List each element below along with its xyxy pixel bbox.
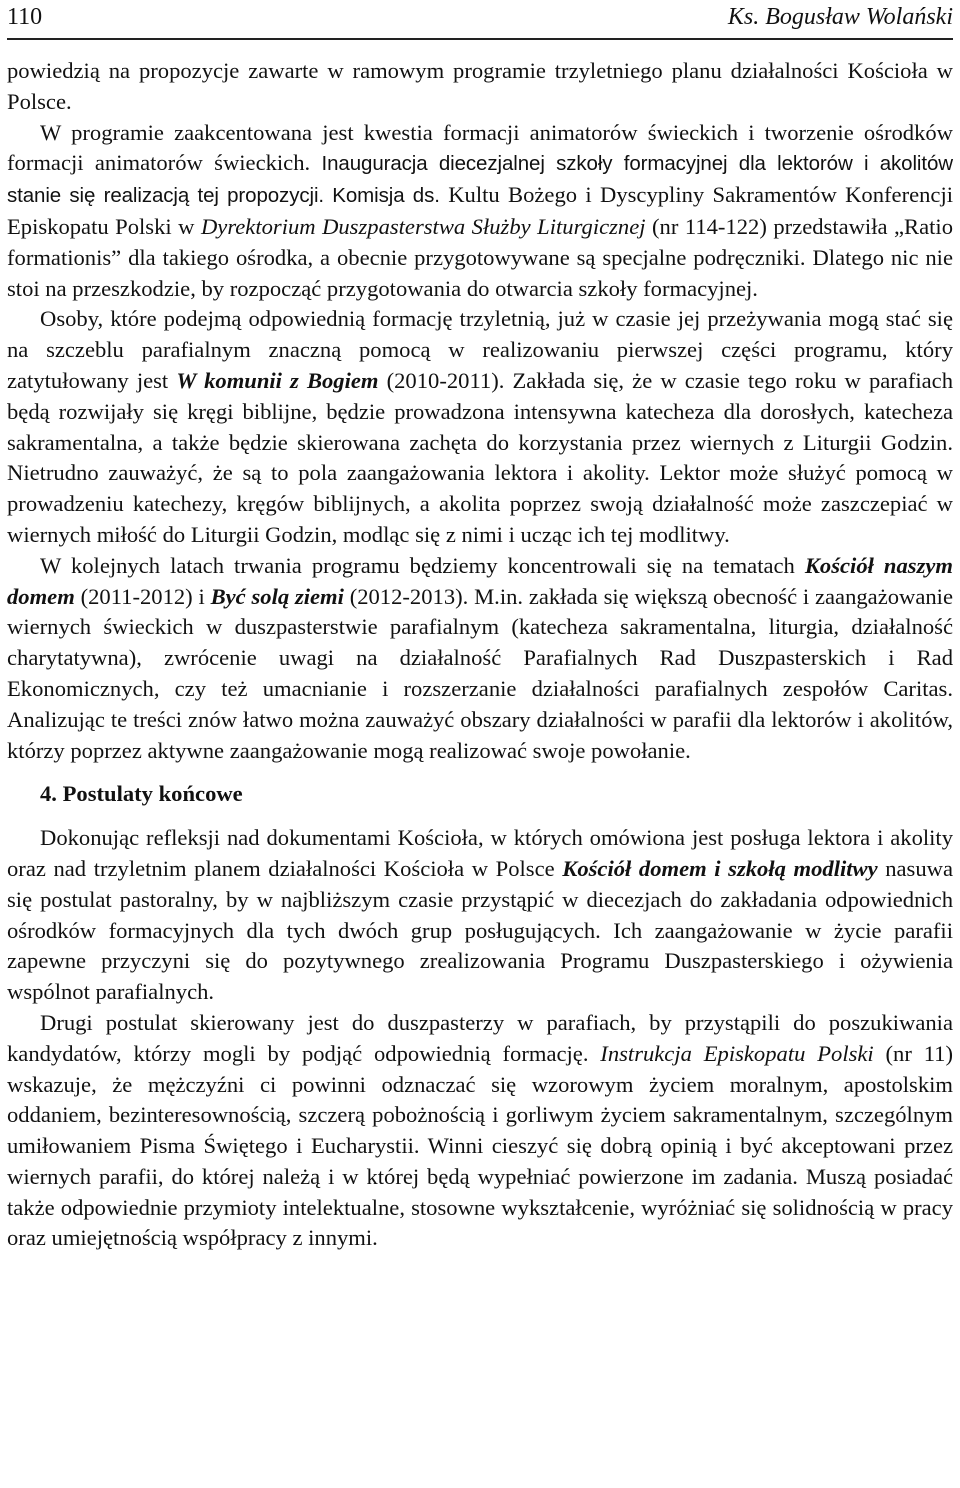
- paragraph-4: [7, 551, 953, 767]
- paragraph-4-text-2: (2011-2012) i: [80, 583, 205, 609]
- paragraph-2-text-3: (nr 114-122) przedstawiła „Ratio formationis” dla takiego ośrodka, a obecnie przygotowywane są specjalne podręczniki. Dlatego nic nie stoi na przeszkodzie, by rozpocząć przygotowania do otwarcia szkoły formacyjnej.: [7, 213, 953, 301]
- paragraph-2-text: W programie zaakcentowana jest kwestia formacji animatorów świeckich i tworzenie ośrodków formacji animatorów świeckich.: [7, 119, 953, 176]
- paragraph-5-text: Dokonując refleksji nad dokumentami Kościoła, w których omówiona jest posługa lektora i akolity oraz nad trzyletnim planem działalności Kościoła w Polsce: [7, 825, 953, 881]
- paragraph-1: [7, 56, 953, 118]
- paragraph-4-text-3: (2012-2013). M.in. zakłada się większą obecność i zaangażowanie wiernych świeckich w duszpasterstwie parafialnym (katecheza sakramentalna, liturgia, działalność charytatywna), zwrócenie uwagi na działalność Parafialnych Rad Duszpasterskich i Rad Ekonomicznych, czy też umacnianie i rozszerzanie działalności parafialnych zespołów Caritas. Analizując te treści znów łatwo można zauważyć obszary działalności w parafii dla lektorów i akolitów, którzy poprzez aktywne zaangażowanie mogą realizować swoje powołanie.: [7, 583, 953, 763]
- paragraph-3-text-2: (2010-2011). Zakłada się, że w czasie tego roku w parafiach będą rozwijały się kręgi biblijne, będzie prowadzona intensywna katecheza dla dorosłych, katecheza sakramentalna, a także będzie skierowana zachęta do korzystania przez wiernych z Liturgii Godzin. Nietrudno zauważyć, że są to pola zaangażowania lektora i akolity. Lektor może służyć pomocą w prowadzeniu katechezy, kręgów biblijnych, a akolita poprzez swoją działalność może zaszczepiać w wiernych miłość do Liturgii Godzin, modląc się z nimi i ucząc ich tej modlitwy.: [7, 367, 953, 547]
- paragraph-2-sans-text: Inauguracja diecezjalnej szkoły formacyjnej dla lektorów i akolitów stanie się realizacją tej propozycji. Komisja ds.: [7, 152, 953, 208]
- paragraph-6-title-italic: Instrukcja Episkopatu Polski: [600, 1040, 874, 1066]
- paragraph-6-text: Drugi postulat skierowany jest do duszpasterzy w parafiach, by przystąpili do poszukiwania kandydatów, którzy mogli by podjąć odpowiednią formację.: [7, 1009, 953, 1066]
- paragraph-2: [7, 118, 953, 305]
- paragraph-6: [7, 1008, 953, 1254]
- paragraph-5-text-2: nasuwa się postulat pastoralny, by w najbliższym czasie przystąpić w diecezjach do zakładania odpowiednich ośrodków formacyjnych dla tych dwóch grup posługujących. Ich zaangażowanie w życie parafii zapewne przyczyni się do pozytywnego zrealizowania Programu Duszpasterskiego i ożywienia wspólnot parafialnych.: [7, 855, 953, 1005]
- page-number: 110: [7, 4, 43, 30]
- paragraph-1-text: powiedzią na propozycje zawarte w ramowym programie trzyletniego planu działalności Kościoła w Polsce.: [7, 58, 953, 114]
- header-author: Ks. Bogusław Wolański: [727, 4, 953, 30]
- paragraph-4-title-2: Być solą ziemi: [210, 583, 344, 609]
- paragraph-3-text: Osoby, które podejmą odpowiednią formację trzyletnią, już w czasie jej przeżywania mogą stać się na szczeblu parafialnym znaczną pomocą w realizowaniu pierwszej części programu, który zatytułowany jest: [7, 306, 953, 393]
- paragraph-2-text-2: Kultu Bożego i Dyscypliny Sakramentów Konferencji Episkopatu Polski w: [7, 182, 954, 239]
- paragraph-4-title-1: Kościół naszym domem: [7, 552, 953, 609]
- body-text: [7, 56, 953, 1254]
- paragraph-6-text-2: (nr 11) wskazuje, że mężczyźni ci powinni odznaczać się wzorowym życiem moralnym, apostolskim oddaniem, bezinteresownością, szczerą pobożnością i gorliwym życiem sakramentalnym, szczególnym umiłowaniem Pisma Świętego i Eucharystii. Winni cieszyć się dobrą opinią i być akceptowani przez wiernych parafii, do której należą i w której będą wypełniać powierzone im zadania. Muszą posiadać także odpowiednie przymioty intelektualne, stosowne wykształcenie, wyróżniać się solidnością w pracy oraz umiejętnością współpracy z innymi.: [7, 1040, 953, 1251]
- running-header: [7, 0, 953, 40]
- section-heading: [40, 779, 953, 810]
- paragraph-4-text: W kolejnych latach trwania programu będziemy koncentrowali się na tematach: [40, 552, 795, 578]
- paragraph-2-title-italic: Dyrektorium Duszpasterstwa Służby Liturgicznej: [200, 213, 646, 239]
- section-heading-text: 4. Postulaty końcowe: [40, 781, 243, 807]
- paragraph-5: [7, 823, 953, 1008]
- paragraph-5-title: Kościół domem i szkołą modlitwy: [562, 855, 878, 881]
- paragraph-3-title-bold-italic: W komunii z Bogiem: [176, 367, 379, 393]
- paragraph-3: [7, 304, 953, 550]
